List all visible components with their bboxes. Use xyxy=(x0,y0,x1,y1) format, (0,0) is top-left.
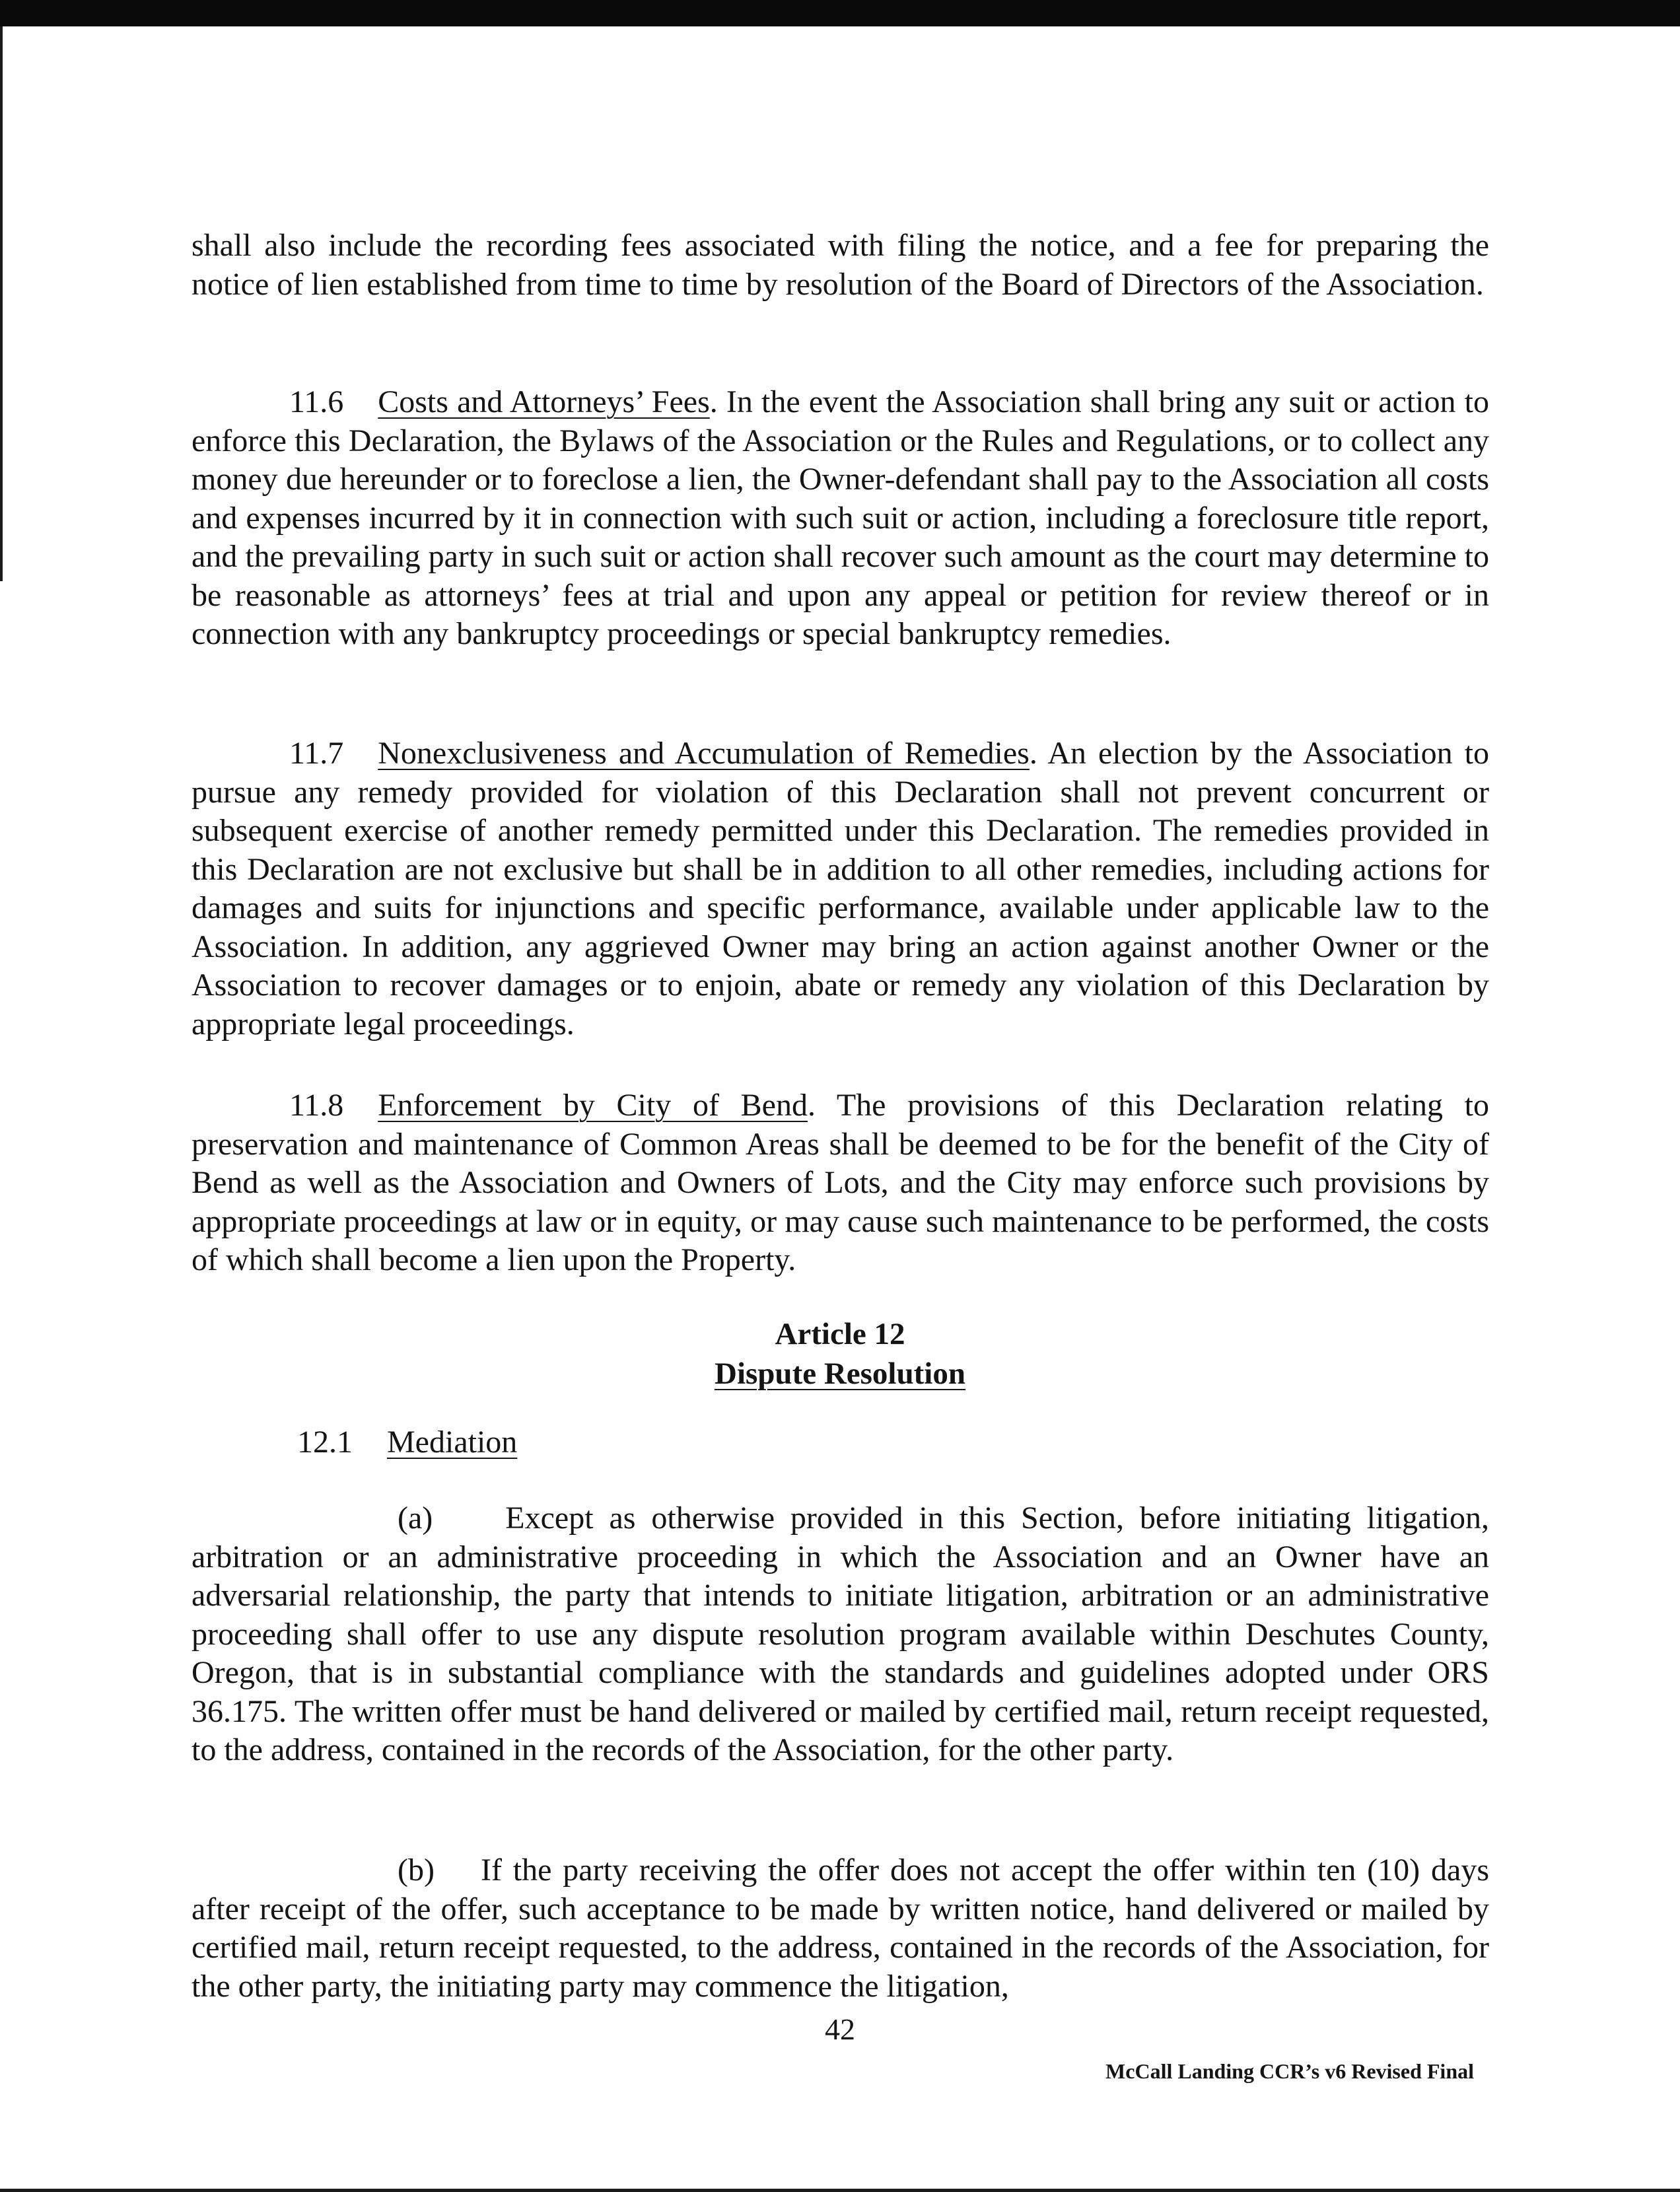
section-number: 11.8 xyxy=(289,1088,344,1123)
section-body: . The provisions of this Declaration relating to preservation and maintenance of Common Areas shall be deemed to be for the benefit of the City of Bend as well as the Association and Owners of Lots, and the City may enforce such provisions by appropriate proceedings at law or in equity, or may cause such maintenance to be performed, the costs of which shall become a lien upon the Property. xyxy=(192,1088,1490,1277)
article-label: Article 12 xyxy=(775,1317,905,1351)
subsection-12-1-a xyxy=(192,1499,1489,1770)
section-number: 11.6 xyxy=(289,384,344,419)
section-number: 11.7 xyxy=(289,736,344,771)
scan-left-edge xyxy=(0,26,3,581)
section-12-1 xyxy=(192,1423,1489,1462)
section-11-7 xyxy=(192,734,1489,1043)
continuation-paragraph: shall also include the recording fees associated with filing the notice, and a fee for preparing the notice of lien established from time to time by resolution of the Board of Directors of the Association. xyxy=(192,228,1489,302)
document-footer: McCall Landing CCR’s v6 Revised Final xyxy=(1105,2059,1474,2083)
section-body: . In the event the Association shall bring any suit or action to enforce this Declaration, the Bylaws of the Association or the Rules and Regulations, or to collect any money due hereunder or to foreclose a lien, the Owner-defendant shall pay to the Association all costs and expenses incurred by it in connection with such suit or action, including a foreclosure title report, and the prevailing party in such suit or action shall recover such amount as the court may determine to be reasonable as attorneys’ fees at trial and upon any appeal or petition for review thereof or in connection with any bankruptcy proceedings or special bankruptcy remedies. xyxy=(192,384,1489,651)
article-title-text: Dispute Resolution xyxy=(715,1357,965,1391)
section-title: Mediation xyxy=(387,1425,518,1460)
subsection-body: If the party receiving the offer does not accept the offer within ten (10) days after receipt of the offer, such acceptance to be made by written notice, hand delivered or mailed by certified mail, return receipt requested, to the address, contained in the records of the Association, for the other party, the initiating party may commence the litigation, xyxy=(192,1853,1489,2004)
scan-bottom-edge xyxy=(0,2189,1680,2192)
section-title: Nonexclusiveness and Accumulation of Remedies xyxy=(378,736,1030,771)
section-number: 12.1 xyxy=(297,1425,353,1460)
subsection-label: (a) xyxy=(398,1501,433,1536)
subsection-body: Except as otherwise provided in this Section, before initiating litigation, arbitration or an administrative proceeding in which the Association and an Owner have an adversarial relationship, the party that intends to initiate litigation, arbitration or an administrative proceeding shall offer to use any dispute resolution program available within Deschutes County, Oregon, that is in substantial compliance with the standards and guidelines adopted under ORS 36.175. The written offer must be hand delivered or mailed by certified mail, return receipt requested, to the address, contained in the records of the Association, for the other party. xyxy=(192,1501,1489,1767)
section-body: . An election by the Association to pursue any remedy provided for violation of this Declaration shall not prevent concurrent or subsequent exercise of another remedy permitted under this Declaration. The remedies provided in this Declaration are not exclusive but shall be in addition to all other remedies, including actions for damages and suits for injunctions and specific performance, available under applicable law to the Association. In addition, any aggrieved Owner may bring an action against another Owner or the Association to recover damages or to enjoin, abate or remedy any violation of this Declaration by appropriate legal proceedings. xyxy=(192,736,1490,1042)
subsection-12-1-b xyxy=(192,1851,1489,2006)
section-11-8 xyxy=(192,1086,1489,1280)
section-title: Costs and Attorneys’ Fees xyxy=(378,384,710,419)
subsection-label: (b) xyxy=(398,1853,435,1888)
section-11-6 xyxy=(192,383,1489,654)
scan-top-border xyxy=(0,0,1680,26)
article-title xyxy=(0,1354,1680,1394)
page-number: 42 xyxy=(825,2012,855,2046)
section-title: Enforcement by City of Bend xyxy=(378,1088,808,1123)
